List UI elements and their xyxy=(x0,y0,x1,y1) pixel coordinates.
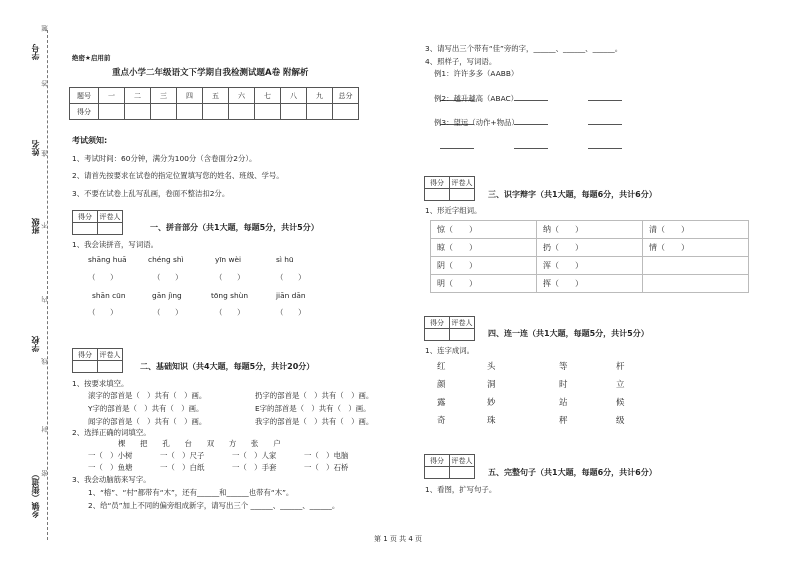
score-cell: 八 xyxy=(281,88,307,104)
gutter-mark: 密 xyxy=(41,470,49,477)
gutter-label-township: 乡镇（街道） xyxy=(31,470,40,518)
gutter-mark: 不 xyxy=(41,222,49,229)
link-char[interactable]: 头 xyxy=(487,362,496,372)
question-text: 3、我会动脑筋来写字。 xyxy=(72,475,151,484)
section-title: 四、连一连（共1大题，每题5分，共计5分） xyxy=(488,329,649,338)
char-cell[interactable]: 浑（ ） xyxy=(537,257,643,275)
question-text: 1、我会读拼音，写词语。 xyxy=(72,240,159,249)
fill-row: 扔字的部首是（ ）共有（ ）画。 xyxy=(255,391,374,400)
score-cell: 题号 xyxy=(70,88,99,104)
link-char[interactable]: 立 xyxy=(616,380,625,390)
char-cell[interactable]: 惊（ ） xyxy=(431,221,537,239)
question-text: 4、照样子，写词语。 xyxy=(425,57,497,66)
answer-blank[interactable]: （ ） xyxy=(276,273,306,282)
link-char[interactable]: 颜 xyxy=(437,380,446,390)
char-table xyxy=(430,220,749,293)
char-cell[interactable]: 挥（ ） xyxy=(537,275,643,293)
question-text: 1、形近字组词。 xyxy=(425,206,482,215)
fill-item: 一（ ）电脑 xyxy=(304,451,349,460)
question-text: 1、“榕”、“村”都带有“木”，还有______和______也带有“木”。 xyxy=(88,488,294,497)
link-char[interactable]: 珠 xyxy=(487,416,496,426)
secret-label: 绝密★启用前 xyxy=(72,54,111,62)
fill-item: 一（ ）白纸 xyxy=(160,463,205,472)
fill-row: 滚字的部首是（ ）共有（ ）画。 xyxy=(88,391,207,400)
answer-blank[interactable]: （ ） xyxy=(153,308,183,317)
pinyin: shāng huā xyxy=(88,255,127,264)
pinyin: sì hū xyxy=(276,255,294,264)
fill-row: E字的部首是（ ）共有（ ）画。 xyxy=(255,404,371,413)
example-text: 例1：许许多多（AABB） xyxy=(434,69,519,78)
fill-item: 一（ ）尺子 xyxy=(160,451,205,460)
char-cell[interactable]: 纳（ ） xyxy=(537,221,643,239)
question-text: 2、选择正确的词填空。 xyxy=(72,428,151,437)
link-char[interactable]: 站 xyxy=(559,398,568,408)
question-text: 2、给“员”加上不同的偏旁组成新字，请写出三个 ______、______、______。 xyxy=(88,501,340,510)
char-cell[interactable]: 明（ ） xyxy=(431,275,537,293)
score-cell: 一 xyxy=(99,88,125,104)
score-box-label: 得分 xyxy=(425,455,450,467)
binding-dashed-line xyxy=(47,30,48,540)
notice-item: 3、不要在试卷上乱写乱画，卷面不整洁扣2分。 xyxy=(72,189,230,198)
score-box-label: 得分 xyxy=(425,177,450,189)
score-box xyxy=(424,454,475,479)
fill-row: Y字的部首是（ ）共有（ ）画。 xyxy=(88,404,204,413)
char-cell[interactable]: 晾（ ） xyxy=(431,239,537,257)
fill-item: 一（ ）小树 xyxy=(88,451,133,460)
answer-blank[interactable]: （ ） xyxy=(153,273,183,282)
example-text: 例2：越升越高（ABAC） xyxy=(434,94,519,103)
answer-blank[interactable]: （ ） xyxy=(88,308,118,317)
char-cell[interactable]: 阴（ ） xyxy=(431,257,537,275)
score-box-label: 得分 xyxy=(425,317,450,329)
answer-lines xyxy=(440,130,622,149)
score-box xyxy=(424,176,475,201)
score-cell: 六 xyxy=(229,88,255,104)
link-char[interactable]: 妙 xyxy=(487,398,496,408)
char-cell[interactable]: 扔（ ） xyxy=(537,239,643,257)
pinyin: shān cūn xyxy=(92,291,126,300)
char-cell[interactable]: 情（ ） xyxy=(643,239,749,257)
link-char[interactable]: 时 xyxy=(559,380,568,390)
gutter-label-class: 班级 xyxy=(31,218,40,234)
link-char[interactable]: 级 xyxy=(616,416,625,426)
answer-blank[interactable]: （ ） xyxy=(215,273,245,282)
grader-label: 评卷人 xyxy=(451,178,473,187)
question-text: 3、请写出三个带有“佳”旁的字，______、______、______。 xyxy=(425,44,623,53)
fill-item: 一（ ）手套 xyxy=(232,463,277,472)
fill-row: 闻字的部首是（ ）共有（ ）画。 xyxy=(88,417,207,426)
word-bank: 棵 把 孔 台 双 方 张 户 xyxy=(118,439,281,448)
pinyin: tōng shùn xyxy=(211,291,249,300)
score-cell: 得分 xyxy=(70,104,99,120)
page-number: 第 1 页 共 4 页 xyxy=(374,535,423,543)
section-title: 一、拼音部分（共1大题，每题5分，共计5分） xyxy=(150,223,319,232)
link-char[interactable]: 露 xyxy=(437,398,446,408)
score-box xyxy=(72,348,123,373)
fill-item: 一（ ）石桥 xyxy=(304,463,349,472)
score-box xyxy=(72,210,123,235)
score-box-label: 得分 xyxy=(73,349,98,361)
char-cell xyxy=(643,275,749,293)
score-box-label: 得分 xyxy=(73,211,98,223)
score-cell: 四 xyxy=(177,88,203,104)
grader-label: 评卷人 xyxy=(451,456,473,465)
score-box xyxy=(424,316,475,341)
page-title: 重点小学二年级语文下学期自我检测试题A卷 附解析 xyxy=(112,68,309,78)
gutter-mark: 答 xyxy=(41,80,49,87)
link-char[interactable]: 等 xyxy=(559,362,568,372)
grader-label: 评卷人 xyxy=(99,350,121,359)
question-text: 1、按要求填空。 xyxy=(72,379,129,388)
char-cell xyxy=(643,257,749,275)
gutter-mark: 内 xyxy=(41,296,49,303)
link-char[interactable]: 奇 xyxy=(437,416,446,426)
gutter-mark: 封 xyxy=(41,426,49,433)
link-char[interactable]: 洞 xyxy=(487,380,496,390)
gutter-mark: 线 xyxy=(41,358,49,365)
score-cell: 五 xyxy=(203,88,229,104)
notice-item: 2、请首先按要求在试卷的指定位置填写您的姓名、班级、学号。 xyxy=(72,171,284,180)
pinyin: yīn wèi xyxy=(215,255,242,264)
answer-blank[interactable]: （ ） xyxy=(88,273,118,282)
pinyin: gān jìng xyxy=(152,291,182,300)
fill-item: 一（ ）鱼塘 xyxy=(88,463,133,472)
fill-row: 我字的部首是（ ）共有（ ）画。 xyxy=(255,417,374,426)
fill-item: 一（ ）人家 xyxy=(232,451,277,460)
question-text: 1、连字成词。 xyxy=(425,346,475,355)
answer-blank[interactable]: （ ） xyxy=(215,308,245,317)
link-char[interactable]: 秤 xyxy=(559,416,568,426)
section-title: 三、识字辩字（共1大题，每题6分，共计6分） xyxy=(488,190,657,199)
score-cell: 二 xyxy=(125,88,151,104)
example-text: 例3：望远（动作+物品） xyxy=(434,118,519,127)
link-char[interactable]: 杆 xyxy=(616,362,625,372)
gutter-label-name: 姓名 xyxy=(31,140,40,156)
char-cell[interactable]: 清（ ） xyxy=(643,221,749,239)
link-char[interactable]: 红 xyxy=(437,362,446,372)
score-cell: 七 xyxy=(255,88,281,104)
notice-item: 1、考试时间：60分钟，满分为100分（含卷面分2分）。 xyxy=(72,154,257,163)
score-cell: 三 xyxy=(151,88,177,104)
gutter-mark: 准 xyxy=(41,150,49,157)
score-cell: 九 xyxy=(307,88,333,104)
pinyin: jiān dān xyxy=(276,291,306,300)
question-text: 1、看图，扩写句子。 xyxy=(425,485,497,494)
grader-label: 评卷人 xyxy=(451,318,473,327)
score-table xyxy=(69,87,359,120)
section-title: 二、基础知识（共4大题，每题5分，共计20分） xyxy=(140,362,315,371)
gutter-label-student-id: 学号 xyxy=(31,44,40,60)
section-title: 五、完整句子（共1大题，每题6分，共计6分） xyxy=(488,468,657,477)
gutter-label-school: 学校 xyxy=(31,336,40,352)
link-char[interactable]: 候 xyxy=(616,398,625,408)
score-cell: 总分 xyxy=(333,88,359,104)
grader-label: 评卷人 xyxy=(99,212,121,221)
gutter-mark: 题 xyxy=(41,25,49,32)
pinyin: chéng shì xyxy=(148,255,184,264)
notice-heading: 考试须知: xyxy=(72,136,108,145)
answer-blank[interactable]: （ ） xyxy=(276,308,306,317)
